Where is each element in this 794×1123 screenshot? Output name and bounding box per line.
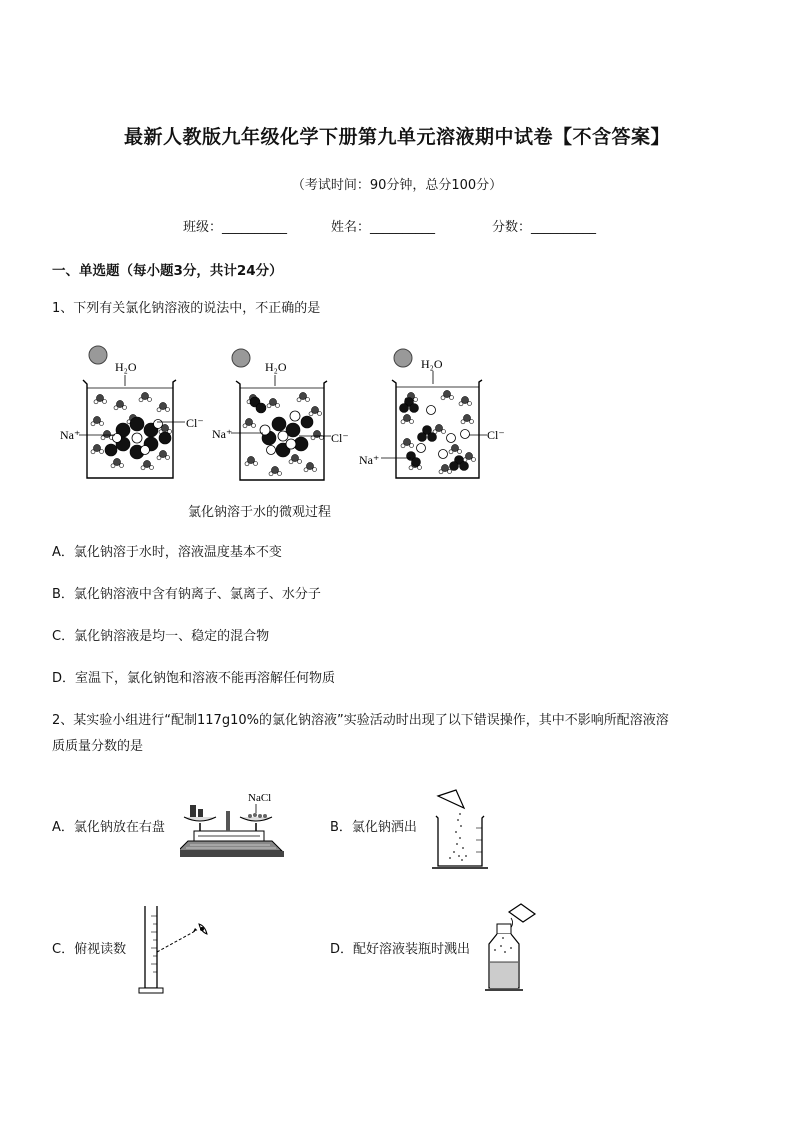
- q1-option-b: B．氯化钠溶液中含有钠离子、氯离子、水分子: [52, 587, 321, 602]
- score-field: 分数：__________: [492, 220, 597, 235]
- na-label: Na⁺: [359, 453, 380, 467]
- nacl-dissolution-figure: [55, 338, 515, 488]
- bottle-pouring-icon: [483, 902, 543, 997]
- q2-option-b: B．氯化钠洒出: [330, 820, 417, 835]
- balance-scale-icon: [180, 785, 290, 870]
- figure-caption: 氯化钠溶于水的微观过程: [188, 505, 332, 520]
- beaker-1: [60, 346, 204, 478]
- section-heading: 一、单选题（每小题3分，共计24分）: [52, 263, 283, 279]
- q2-option-c: C．俯视读数: [52, 942, 127, 957]
- q2-option-a: A．氯化钠放在右盘: [52, 820, 165, 835]
- water-label: H₂O: [421, 357, 443, 371]
- q2-option-d: D．配好溶液装瓶时溅出: [330, 942, 471, 957]
- class-field: 班级：__________: [183, 220, 288, 235]
- q1-option-d: D．室温下，氯化钠饱和溶液不能再溶解任何物质: [52, 671, 336, 686]
- na-label: Na⁺: [212, 427, 233, 441]
- exam-info: （考试时间：90分钟，总分100分）: [291, 178, 503, 193]
- q1-option-a: A．氯化钠溶于水时，溶液温度基本不变: [52, 545, 282, 560]
- water-label: H₂O: [115, 360, 137, 374]
- beaker-2: [212, 349, 349, 480]
- water-label: H₂O: [265, 360, 287, 374]
- page-title: 最新人教版九年级化学下册第九单元溶液期中试卷【不含答案】: [123, 126, 670, 148]
- q1-option-c: C．氯化钠溶液是均一、稳定的混合物: [52, 629, 270, 644]
- nacl-label: NaCl: [248, 792, 272, 804]
- cl-label: Cl⁻: [487, 428, 505, 442]
- beaker-3: [359, 349, 505, 478]
- spilled-beaker-icon: [430, 788, 500, 873]
- question-2-stem-line2: 质质量分数的是: [52, 739, 144, 754]
- na-label: Na⁺: [60, 428, 81, 442]
- name-field: 姓名：__________: [331, 220, 436, 235]
- graduated-cylinder-icon: [135, 902, 215, 997]
- question-1-stem: 1、下列有关氯化钠溶液的说法中，不正确的是: [52, 301, 321, 316]
- cl-label: Cl⁻: [331, 431, 349, 445]
- question-2-stem-line1: 2、某实验小组进行“配制117g10%的氯化钠溶液”实验活动时出现了以下错误操作，其中不影响所配溶液溶: [52, 713, 669, 728]
- cl-label: Cl⁻: [186, 416, 204, 430]
